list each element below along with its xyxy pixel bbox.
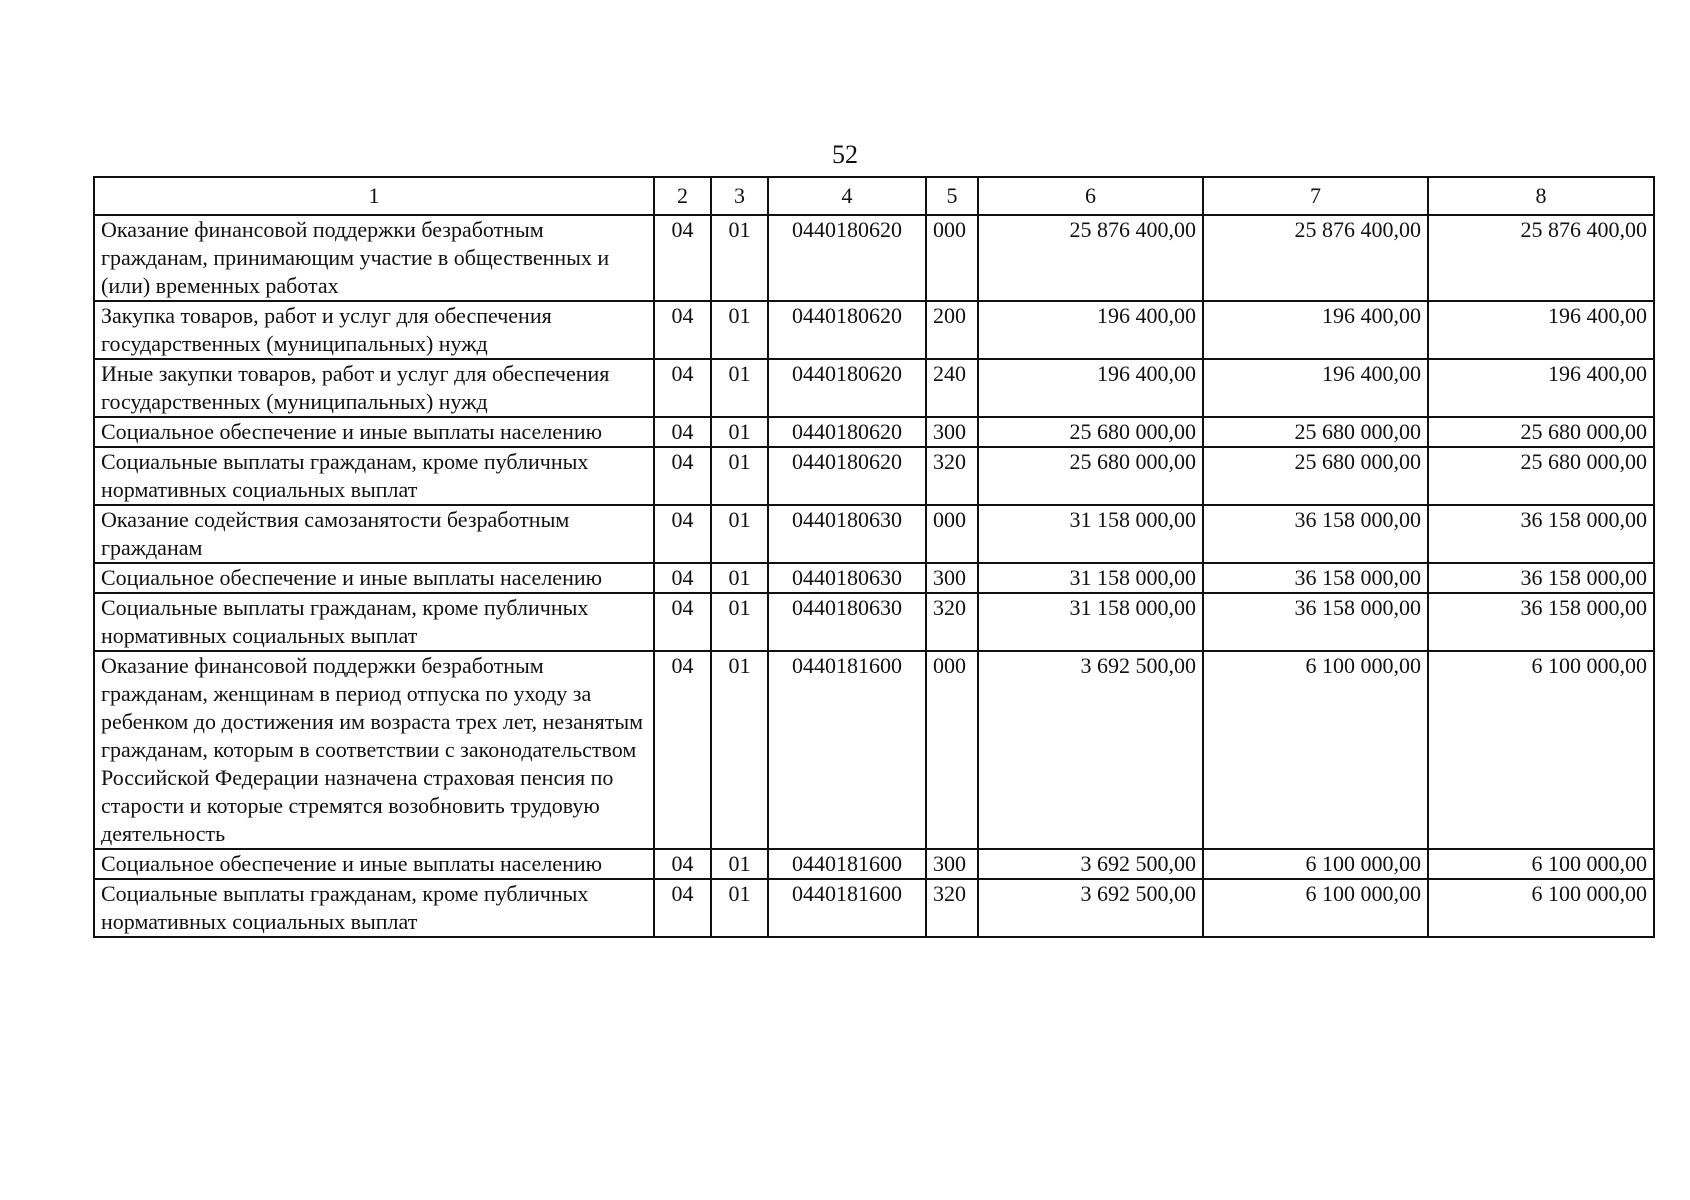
row-name: Социальное обеспечение и иные выплаты населению [94, 849, 654, 879]
row-section: 04 [654, 447, 711, 505]
row-amount-8: 6 100 000,00 [1428, 651, 1654, 849]
row-section: 04 [654, 301, 711, 359]
row-subsection: 01 [711, 447, 768, 505]
row-target-code: 0440180630 [768, 505, 926, 563]
row-amount-7: 25 876 400,00 [1203, 215, 1428, 301]
row-expense-type: 200 [926, 301, 978, 359]
row-section: 04 [654, 849, 711, 879]
row-name: Социальное обеспечение и иные выплаты населению [94, 417, 654, 447]
row-target-code: 0440180630 [768, 593, 926, 651]
table-row [94, 849, 1654, 879]
row-amount-6: 25 876 400,00 [978, 215, 1203, 301]
table-row [94, 447, 1654, 505]
row-name: Иные закупки товаров, работ и услуг для обеспечения государственных (муниципальных) нужд [94, 359, 654, 417]
header-cell: 7 [1203, 177, 1428, 215]
row-amount-6: 3 692 500,00 [978, 651, 1203, 849]
row-subsection: 01 [711, 301, 768, 359]
row-expense-type: 000 [926, 215, 978, 301]
row-amount-7: 196 400,00 [1203, 359, 1428, 417]
row-expense-type: 000 [926, 651, 978, 849]
row-name: Оказание содействия самозанятости безработным гражданам [94, 505, 654, 563]
row-expense-type: 300 [926, 849, 978, 879]
row-section: 04 [654, 563, 711, 593]
row-amount-6: 31 158 000,00 [978, 563, 1203, 593]
row-target-code: 0440180620 [768, 417, 926, 447]
row-target-code: 0440180620 [768, 359, 926, 417]
row-subsection: 01 [711, 505, 768, 563]
row-amount-8: 36 158 000,00 [1428, 563, 1654, 593]
row-name: Оказание финансовой поддержки безработным гражданам, принимающим участие в общественных и (или) временных работах [94, 215, 654, 301]
header-cell: 3 [711, 177, 768, 215]
header-cell: 6 [978, 177, 1203, 215]
row-amount-8: 25 876 400,00 [1428, 215, 1654, 301]
row-amount-7: 6 100 000,00 [1203, 651, 1428, 849]
row-target-code: 0440181600 [768, 849, 926, 879]
row-section: 04 [654, 505, 711, 563]
row-expense-type: 320 [926, 593, 978, 651]
row-subsection: 01 [711, 359, 768, 417]
table-row [94, 301, 1654, 359]
row-expense-type: 320 [926, 879, 978, 937]
row-expense-type: 000 [926, 505, 978, 563]
row-amount-6: 3 692 500,00 [978, 879, 1203, 937]
row-amount-7: 25 680 000,00 [1203, 417, 1428, 447]
page-number: 52 [832, 140, 858, 169]
row-amount-8: 6 100 000,00 [1428, 849, 1654, 879]
row-amount-8: 6 100 000,00 [1428, 879, 1654, 937]
row-target-code: 0440180620 [768, 447, 926, 505]
row-amount-7: 36 158 000,00 [1203, 593, 1428, 651]
row-amount-7: 6 100 000,00 [1203, 849, 1428, 879]
header-cell: 1 [94, 177, 654, 215]
row-name: Закупка товаров, работ и услуг для обеспечения государственных (муниципальных) нужд [94, 301, 654, 359]
row-target-code: 0440180620 [768, 215, 926, 301]
table-row [94, 593, 1654, 651]
row-expense-type: 300 [926, 563, 978, 593]
header-row [94, 177, 1654, 215]
row-expense-type: 320 [926, 447, 978, 505]
row-amount-8: 196 400,00 [1428, 301, 1654, 359]
table-row [94, 563, 1654, 593]
row-name: Социальное обеспечение и иные выплаты населению [94, 563, 654, 593]
row-subsection: 01 [711, 879, 768, 937]
row-amount-7: 36 158 000,00 [1203, 505, 1428, 563]
header-cell: 2 [654, 177, 711, 215]
header-cell: 4 [768, 177, 926, 215]
row-name: Социальные выплаты гражданам, кроме публичных нормативных социальных выплат [94, 879, 654, 937]
table-row [94, 879, 1654, 937]
row-amount-7: 196 400,00 [1203, 301, 1428, 359]
row-section: 04 [654, 593, 711, 651]
row-amount-8: 25 680 000,00 [1428, 447, 1654, 505]
row-subsection: 01 [711, 849, 768, 879]
row-amount-6: 196 400,00 [978, 301, 1203, 359]
row-amount-6: 3 692 500,00 [978, 849, 1203, 879]
row-amount-6: 25 680 000,00 [978, 417, 1203, 447]
row-name: Социальные выплаты гражданам, кроме публичных нормативных социальных выплат [94, 593, 654, 651]
table-row [94, 215, 1654, 301]
row-expense-type: 240 [926, 359, 978, 417]
row-expense-type: 300 [926, 417, 978, 447]
row-name: Социальные выплаты гражданам, кроме публичных нормативных социальных выплат [94, 447, 654, 505]
row-target-code: 0440181600 [768, 651, 926, 849]
row-amount-6: 31 158 000,00 [978, 593, 1203, 651]
row-section: 04 [654, 879, 711, 937]
table-row [94, 505, 1654, 563]
row-name: Оказание финансовой поддержки безработным гражданам, женщинам в период отпуска по уходу за ребенком до достижения им возраста трех лет, незанятым гражданам, которым в соответствии с законодательством Российской Федерации назначена страховая пенсия по старости и которые стремятся возобновить трудовую деятельность [94, 651, 654, 849]
row-subsection: 01 [711, 215, 768, 301]
row-amount-8: 36 158 000,00 [1428, 505, 1654, 563]
row-section: 04 [654, 359, 711, 417]
row-amount-6: 25 680 000,00 [978, 447, 1203, 505]
row-amount-7: 25 680 000,00 [1203, 447, 1428, 505]
row-amount-8: 25 680 000,00 [1428, 417, 1654, 447]
row-section: 04 [654, 215, 711, 301]
row-subsection: 01 [711, 651, 768, 849]
row-target-code: 0440180620 [768, 301, 926, 359]
row-amount-7: 36 158 000,00 [1203, 563, 1428, 593]
row-amount-8: 196 400,00 [1428, 359, 1654, 417]
row-amount-6: 196 400,00 [978, 359, 1203, 417]
row-target-code: 0440180630 [768, 563, 926, 593]
row-amount-7: 6 100 000,00 [1203, 879, 1428, 937]
row-amount-6: 31 158 000,00 [978, 505, 1203, 563]
table-row [94, 417, 1654, 447]
row-section: 04 [654, 651, 711, 849]
row-subsection: 01 [711, 417, 768, 447]
table-row [94, 651, 1654, 849]
budget-table [93, 176, 1655, 938]
header-cell: 8 [1428, 177, 1654, 215]
table-row [94, 359, 1654, 417]
row-amount-8: 36 158 000,00 [1428, 593, 1654, 651]
header-cell: 5 [926, 177, 978, 215]
row-subsection: 01 [711, 563, 768, 593]
row-target-code: 0440181600 [768, 879, 926, 937]
row-subsection: 01 [711, 593, 768, 651]
row-section: 04 [654, 417, 711, 447]
